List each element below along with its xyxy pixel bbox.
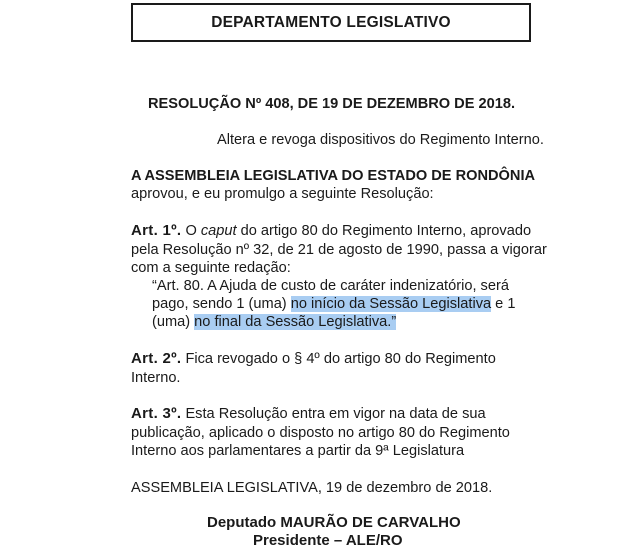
art2-line2: Interno. [131,370,181,386]
quote-line3 [152,313,396,331]
quote-line2-b: e 1 [491,296,516,312]
promulgation-text: aprovou, e eu promulgo a seguinte Resolução: [131,186,434,202]
art3-line2: publicação, aplicado o disposto no artigo 80 do Regimento [131,425,510,441]
highlighted-text-end[interactable]: no final da Sessão Legislativa.” [194,314,397,330]
art1-line3: com a seguinte redação: [131,260,291,276]
signature-deputy-name: MAURÃO DE CARVALHO [280,514,461,531]
art3-line3: Interno aos parlamentares a partir da 9ª Legislatura [131,443,465,459]
art1-text-b: do artigo 80 do Regimento Interno, aprovado [236,223,532,239]
signature-name [207,514,461,531]
art3-label: Art. 3º. [131,405,182,422]
art3-line1 [131,405,486,423]
art3-text: Esta Resolução entra em vigor na data de sua [181,406,486,422]
signature-prefix: Deputado [207,514,281,531]
quote-line2 [152,295,515,313]
quote-line1: “Art. 80. A Ajuda de custo de caráter indenizatório, será [152,278,509,294]
highlighted-text-start[interactable]: no início da Sessão Legislativa [290,296,492,312]
department-header-box [131,3,531,42]
assembly-heading: A ASSEMBLEIA LEGISLATIVA DO ESTADO DE RONDÔNIA [131,168,536,184]
signature-role: Presidente – ALE/RO [253,532,403,549]
quote-line3-a: (uma) [152,314,195,330]
art1-label: Art. 1º. [131,222,182,239]
quote-line2-a: pago, sendo 1 (uma) [152,296,291,312]
art1-text-a: O [181,223,201,239]
resolution-summary: Altera e revoga dispositivos do Regimento Interno. [217,132,544,148]
art2-text: Fica revogado o § 4º do artigo 80 do Regimento [181,351,496,367]
art2-label: Art. 2º. [131,350,182,367]
art2-line1 [131,350,496,368]
closing-place-date: ASSEMBLEIA LEGISLATIVA, 19 de dezembro de 2018. [131,480,493,496]
department-title: DEPARTAMENTO LEGISLATIVO [211,13,451,31]
art1-line1 [131,222,531,240]
art1-line2: pela Resolução nº 32, de 21 de agosto de 1990, passa a vigorar [131,242,547,258]
art1-caput: caput [200,223,237,239]
resolution-title: RESOLUÇÃO Nº 408, DE 19 DE DEZEMBRO DE 2018. [148,96,516,112]
